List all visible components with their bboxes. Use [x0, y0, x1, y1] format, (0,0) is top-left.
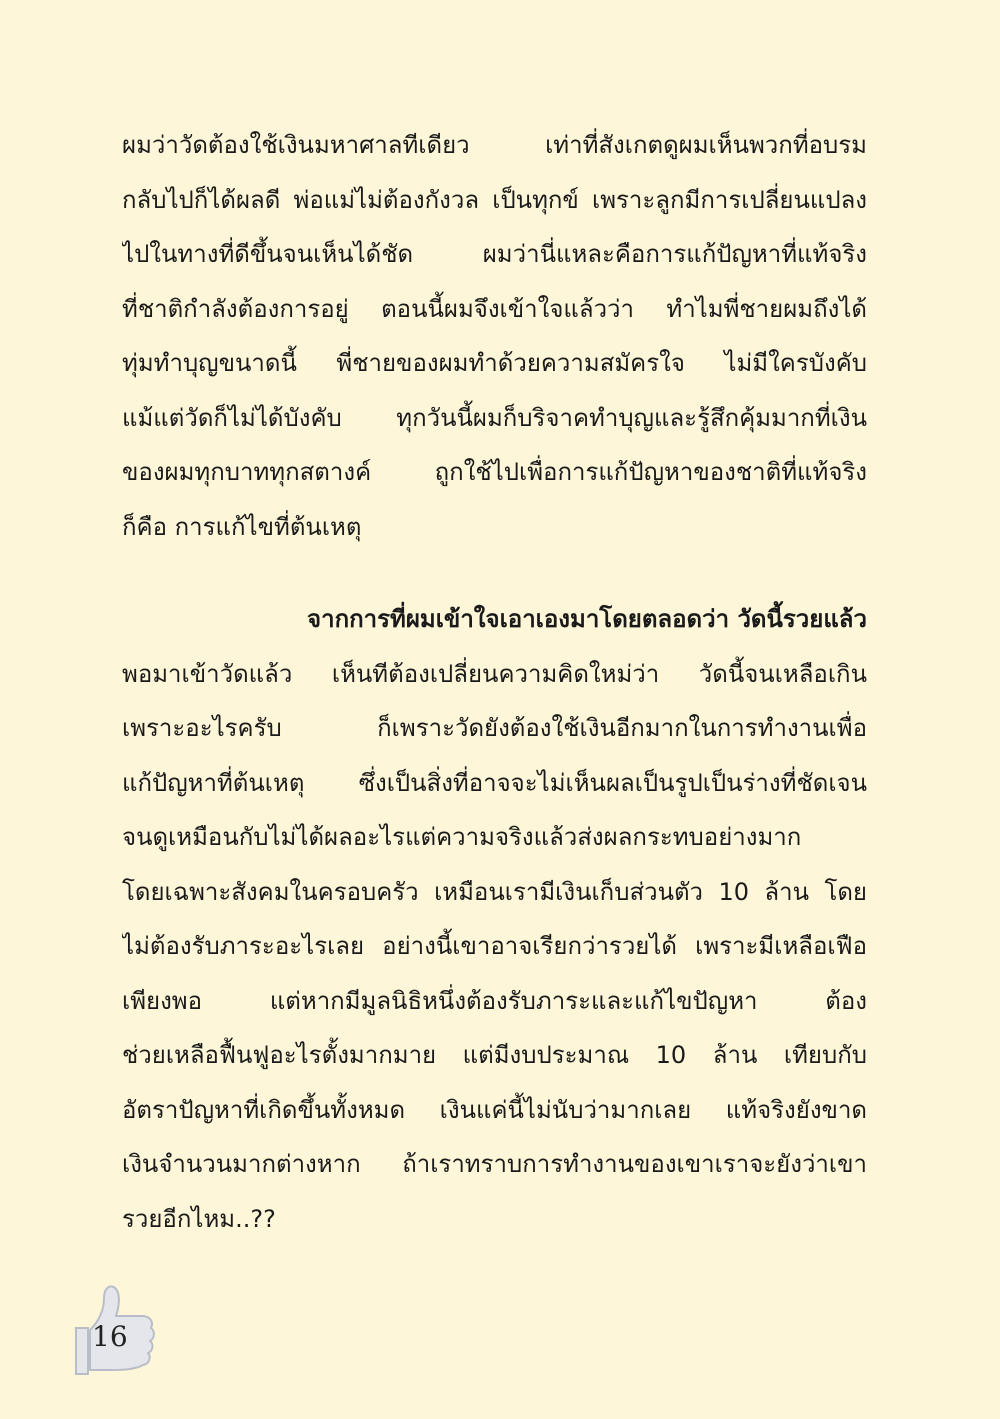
- text-line: เพียงพอ แต่หากมีมูลนิธิหนึ่งต้องรับภาระและแก้ไขปัญหา ต้อง: [122, 986, 867, 1015]
- text-line: จนดูเหมือนกับไม่ได้ผลอะไรแต่ความจริงแล้วส่งผลกระทบอย่างมาก: [122, 823, 802, 851]
- text-line: ช่วยเหลือฟื้นฟูอะไรตั้งมากมาย แต่มีงบประมาณ 10 ล้าน เทียบกับ: [122, 1041, 867, 1069]
- text-line: ทุ่มทำบุญขนาดนี้ พี่ชายของผมทำด้วยความสมัครใจ ไม่มีใครบังคับ: [122, 349, 867, 377]
- paragraph-2: [122, 592, 867, 1246]
- text-line: ไปในทางที่ดีขึ้นจนเห็นได้ชัด ผมว่านี่แหละคือการแก้ปัญหาที่แท้จริง: [122, 240, 867, 268]
- text-line: แก้ปัญหาที่ต้นเหตุ ซึ่งเป็นสิ่งที่อาจจะไม่เห็นผลเป็นรูปเป็นร่างที่ชัดเจน: [122, 768, 867, 797]
- text-line: รวยอีกไหม..??: [122, 1204, 276, 1233]
- text-line: แม้แต่วัดก็ไม่ได้บังคับ ทุกวันนี้ผมก็บริจาคทำบุญและรู้สึกคุ้มมากที่เงิน: [122, 403, 867, 432]
- paragraph-heading: จากการที่ผมเข้าใจเอาเองมาโดยตลอดว่า วัดนี้รวยแล้ว: [307, 605, 867, 633]
- text-line: ของผมทุกบาททุกสตางค์ ถูกใช้ไปเพื่อการแก้ปัญหาของชาติที่แท้จริง: [122, 458, 867, 486]
- text-line: ผมว่าวัดต้องใช้เงินมหาศาลทีเดียว เท่าที่สังเกตดูผมเห็นพวกที่อบรม: [122, 131, 867, 159]
- text-line: อัตราปัญหาที่เกิดขึ้นทั้งหมด เงินแค่นี้ไม่นับว่ามากเลย แท้จริงยังขาด: [122, 1095, 867, 1124]
- text-line: พอมาเข้าวัดแล้ว เห็นทีต้องเปลี่ยนความคิดใหม่ว่า วัดนี้จนเหลือเกิน: [122, 659, 867, 688]
- paragraph-1: [122, 118, 867, 554]
- text-line: เพราะอะไรครับ ก็เพราะวัดยังต้องใช้เงินอีกมากในการทำงานเพื่อ: [122, 714, 867, 742]
- text-line: ก็คือ การแก้ไขที่ต้นเหตุ: [122, 512, 362, 541]
- text-line: เงินจำนวนมากต่างหาก ถ้าเราทราบการทำงานของเขาเราจะยังว่าเขา: [122, 1150, 867, 1178]
- page-number: 16: [92, 1320, 128, 1353]
- text-line: โดยเฉพาะสังคมในครอบครัว เหมือนเรามีเงินเก็บส่วนตัว 10 ล้าน โดย: [122, 877, 867, 906]
- text-line: กลับไปก็ได้ผลดี พ่อแม่ไม่ต้องกังวล เป็นทุกข์ เพราะลูกมีการเปลี่ยนแปลง: [122, 185, 867, 214]
- text-line: ที่ชาติกำลังต้องการอยู่ ตอนนี้ผมจึงเข้าใจแล้วว่า ทำไมพี่ชายผมถึงได้: [122, 294, 867, 323]
- text-line: ไม่ต้องรับภาระอะไรเลย อย่างนี้เขาอาจเรียกว่ารวยได้ เพราะมีเหลือเฟือ: [122, 932, 867, 960]
